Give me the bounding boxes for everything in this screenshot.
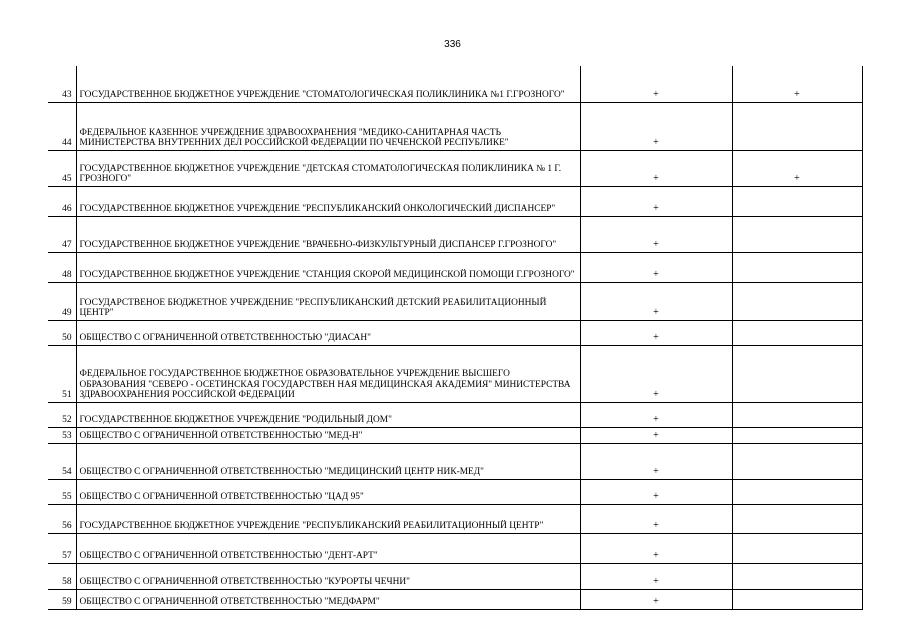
- mark-column-1: +: [580, 150, 732, 186]
- mark-column-2: [732, 102, 862, 150]
- organization-name-text: ОБЩЕСТВО С ОГРАНИЧЕННОЙ ОТВЕТСТВЕННОСТЬЮ "МЕДФАРМ": [79, 597, 380, 608]
- mark-column-1: +: [580, 345, 732, 402]
- organization-name: [76, 504, 580, 533]
- mark-column-1: +: [580, 402, 732, 427]
- table-row: [48, 504, 862, 533]
- table-row: [48, 186, 862, 216]
- row-number: 50: [48, 320, 76, 345]
- mark-column-2: +: [732, 150, 862, 186]
- organization-name: [76, 282, 580, 320]
- organization-name-text: ОБЩЕСТВО С ОГРАНИЧЕННОЙ ОТВЕТСТВЕННОСТЬЮ "ДЕНТ-АРТ": [79, 551, 378, 562]
- mark-column-1: +: [580, 186, 732, 216]
- row-number: 54: [48, 443, 76, 479]
- table-row: [48, 102, 862, 150]
- organization-name-text: ФЕДЕРАЛЬНОЕ ГОСУДАРСТВЕННОЕ БЮДЖЕТНОЕ ОБРАЗОВАТЕЛЬНОЕ УЧРЕЖДЕНИЕ ВЫСШЕГО ОБРАЗОВАНИЯ "СЕВЕРО - ОСЕТИНСКАЯ ГОСУДАРСТВЕН НАЯ МЕДИЦИНСКАЯ АКАДЕМИЯ" МИНИСТЕРСТВА ЗДРАВООХРАНЕНИЯ РОССИЙСКОЙ ФЕДЕРАЦИИ: [79, 369, 571, 401]
- organization-name-text: ОБЩЕСТВО С ОГРАНИЧЕННОЙ ОТВЕТСТВЕННОСТЬЮ "ЦАД 95": [79, 492, 364, 503]
- mark-column-2: [732, 402, 862, 427]
- organization-name-text: ГОСУДАРСТВЕННОЕ БЮДЖЕТНОЕ УЧРЕЖДЕНИЕ "РОДИЛЬНЫЙ ДОМ": [79, 415, 392, 426]
- mark-column-1: +: [580, 320, 732, 345]
- organization-name: [76, 402, 580, 427]
- organization-name-text: ОБЩЕСТВО С ОГРАНИЧЕННОЙ ОТВЕТСТВЕННОСТЬЮ "МЕД-Н": [79, 431, 363, 442]
- row-number: 48: [48, 252, 76, 282]
- mark-column-2: [732, 479, 862, 504]
- row-number: 52: [48, 402, 76, 427]
- mark-column-1: +: [580, 504, 732, 533]
- table-row: [48, 66, 862, 102]
- mark-column-2: [732, 320, 862, 345]
- table-row: [48, 252, 862, 282]
- mark-column-1: +: [580, 427, 732, 443]
- organization-name-text: ОБЩЕСТВО С ОГРАНИЧЕННОЙ ОТВЕТСТВЕННОСТЬЮ "МЕДИЦИНСКИЙ ЦЕНТР НИК-МЕД": [79, 467, 484, 478]
- row-number: 58: [48, 563, 76, 589]
- organization-name-text: ГОСУДАРСТВЕННОЕ БЮДЖЕТНОЕ УЧРЕЖДЕНИЕ "ВРАЧЕБНО-ФИЗКУЛЬТУРНЫЙ ДИСПАНСЕР Г.ГРОЗНОГО": [79, 240, 557, 251]
- organization-name: [76, 150, 580, 186]
- mark-column-2: [732, 443, 862, 479]
- table-row: [48, 216, 862, 252]
- mark-column-1: +: [580, 216, 732, 252]
- organization-name-text: ГОСУДАРСТВЕННОЕ БЮДЖЕТНОЕ УЧРЕЖДЕНИЕ "ДЕТСКАЯ СТОМАТОЛОГИЧЕСКАЯ ПОЛИКЛИНИКА № 1 Г. ГРОЗНОГО": [79, 163, 562, 185]
- organization-name-text: ГОСУДАРСТВЕНОЕ БЮДЖЕТНОЕ УЧРЕЖДЕНИЕ "РЕСПУБЛИКАНСКИЙ ДЕТСКИЙ РЕАБИЛИТАЦИОННЫЙ ЦЕНТР": [79, 297, 547, 319]
- row-number: 53: [48, 427, 76, 443]
- organizations-table: [48, 66, 863, 610]
- organization-name: [76, 563, 580, 589]
- mark-column-1: +: [580, 443, 732, 479]
- organization-name: [76, 589, 580, 609]
- row-number: 56: [48, 504, 76, 533]
- mark-column-2: [732, 427, 862, 443]
- mark-column-1: +: [580, 589, 732, 609]
- organization-name: [76, 216, 580, 252]
- table-row: [48, 443, 862, 479]
- mark-column-2: [732, 216, 862, 252]
- table-row: [48, 402, 862, 427]
- row-number: 45: [48, 150, 76, 186]
- mark-column-1: +: [580, 66, 732, 102]
- organization-name: [76, 102, 580, 150]
- row-number: 43: [48, 66, 76, 102]
- mark-column-2: [732, 504, 862, 533]
- row-number: 49: [48, 282, 76, 320]
- page-number: 336: [444, 39, 461, 50]
- row-number: 59: [48, 589, 76, 609]
- organization-name-text: ОБЩЕСТВО С ОГРАНИЧЕННОЙ ОТВЕТСТВЕННОСТЬЮ "ДИАСАН": [79, 333, 371, 344]
- mark-column-2: [732, 252, 862, 282]
- mark-column-1: +: [580, 102, 732, 150]
- organization-name: [76, 427, 580, 443]
- organization-name: [76, 320, 580, 345]
- mark-column-1: +: [580, 563, 732, 589]
- organization-name: [76, 252, 580, 282]
- mark-column-2: [732, 282, 862, 320]
- organization-name-text: ГОСУДАРСТВЕННОЕ БЮДЖЕТНОЕ УЧРЕЖДЕНИЕ "РЕСПУБЛИКАНСКИЙ РЕАБИЛИТАЦИОННЫЙ ЦЕНТР": [79, 521, 544, 532]
- mark-column-2: +: [732, 66, 862, 102]
- table-row: [48, 427, 862, 443]
- table-row: [48, 589, 862, 609]
- mark-column-2: [732, 563, 862, 589]
- row-number: 57: [48, 533, 76, 563]
- table-row: [48, 150, 862, 186]
- row-number: 55: [48, 479, 76, 504]
- table-row: [48, 479, 862, 504]
- table-row: [48, 533, 862, 563]
- mark-column-1: +: [580, 282, 732, 320]
- organization-name-text: ГОСУДАРСТВЕННОЕ БЮДЖЕТНОЕ УЧРЕЖДЕНИЕ "РЕСПУБЛИКАНСКИЙ ОНКОЛОГИЧЕСКИЙ ДИСПАНСЕР": [79, 204, 556, 215]
- organization-name: [76, 443, 580, 479]
- mark-column-1: +: [580, 252, 732, 282]
- mark-column-1: +: [580, 479, 732, 504]
- organization-name-text: ОБЩЕСТВО С ОГРАНИЧЕННОЙ ОТВЕТСТВЕННОСТЬЮ "КУРОРТЫ ЧЕЧНИ": [79, 577, 410, 588]
- organization-name: [76, 345, 580, 402]
- organization-name: [76, 186, 580, 216]
- organization-name-text: ФЕДЕРАЛЬНОЕ КАЗЕННОЕ УЧРЕЖДЕНИЕ ЗДРАВООХРАНЕНИЯ "МЕДИКО-САНИТАРНАЯ ЧАСТЬ МИНИСТЕРСТВА ВНУТРЕННИХ ДЕЛ РОССИЙСКОЙ ФЕДЕРАЦИИ ПО ЧЕЧЕНСКОЙ РЕСПУБЛИКЕ": [79, 127, 509, 149]
- table-body: [48, 66, 862, 609]
- mark-column-2: [732, 589, 862, 609]
- table-row: [48, 345, 862, 402]
- organization-name-text: ГОСУДАРСТВЕННОЕ БЮДЖЕТНОЕ УЧРЕЖДЕНИЕ "СТАНЦИЯ СКОРОЙ МЕДИЦИНСКОЙ ПОМОЩИ Г.ГРОЗНОГО": [79, 270, 575, 281]
- mark-column-2: [732, 345, 862, 402]
- organization-name: [76, 479, 580, 504]
- table-row: [48, 282, 862, 320]
- organization-name: [76, 66, 580, 102]
- table-row: [48, 563, 862, 589]
- row-number: 51: [48, 345, 76, 402]
- row-number: 47: [48, 216, 76, 252]
- mark-column-2: [732, 533, 862, 563]
- mark-column-2: [732, 186, 862, 216]
- table-row: [48, 320, 862, 345]
- organization-name: [76, 533, 580, 563]
- organization-name-text: ГОСУДАРСТВЕННОЕ БЮДЖЕТНОЕ УЧРЕЖДЕНИЕ "СТОМАТОЛОГИЧЕСКАЯ ПОЛИКЛИНИКА №1 Г.ГРОЗНОГО": [79, 90, 565, 101]
- row-number: 46: [48, 186, 76, 216]
- row-number: 44: [48, 102, 76, 150]
- mark-column-1: +: [580, 533, 732, 563]
